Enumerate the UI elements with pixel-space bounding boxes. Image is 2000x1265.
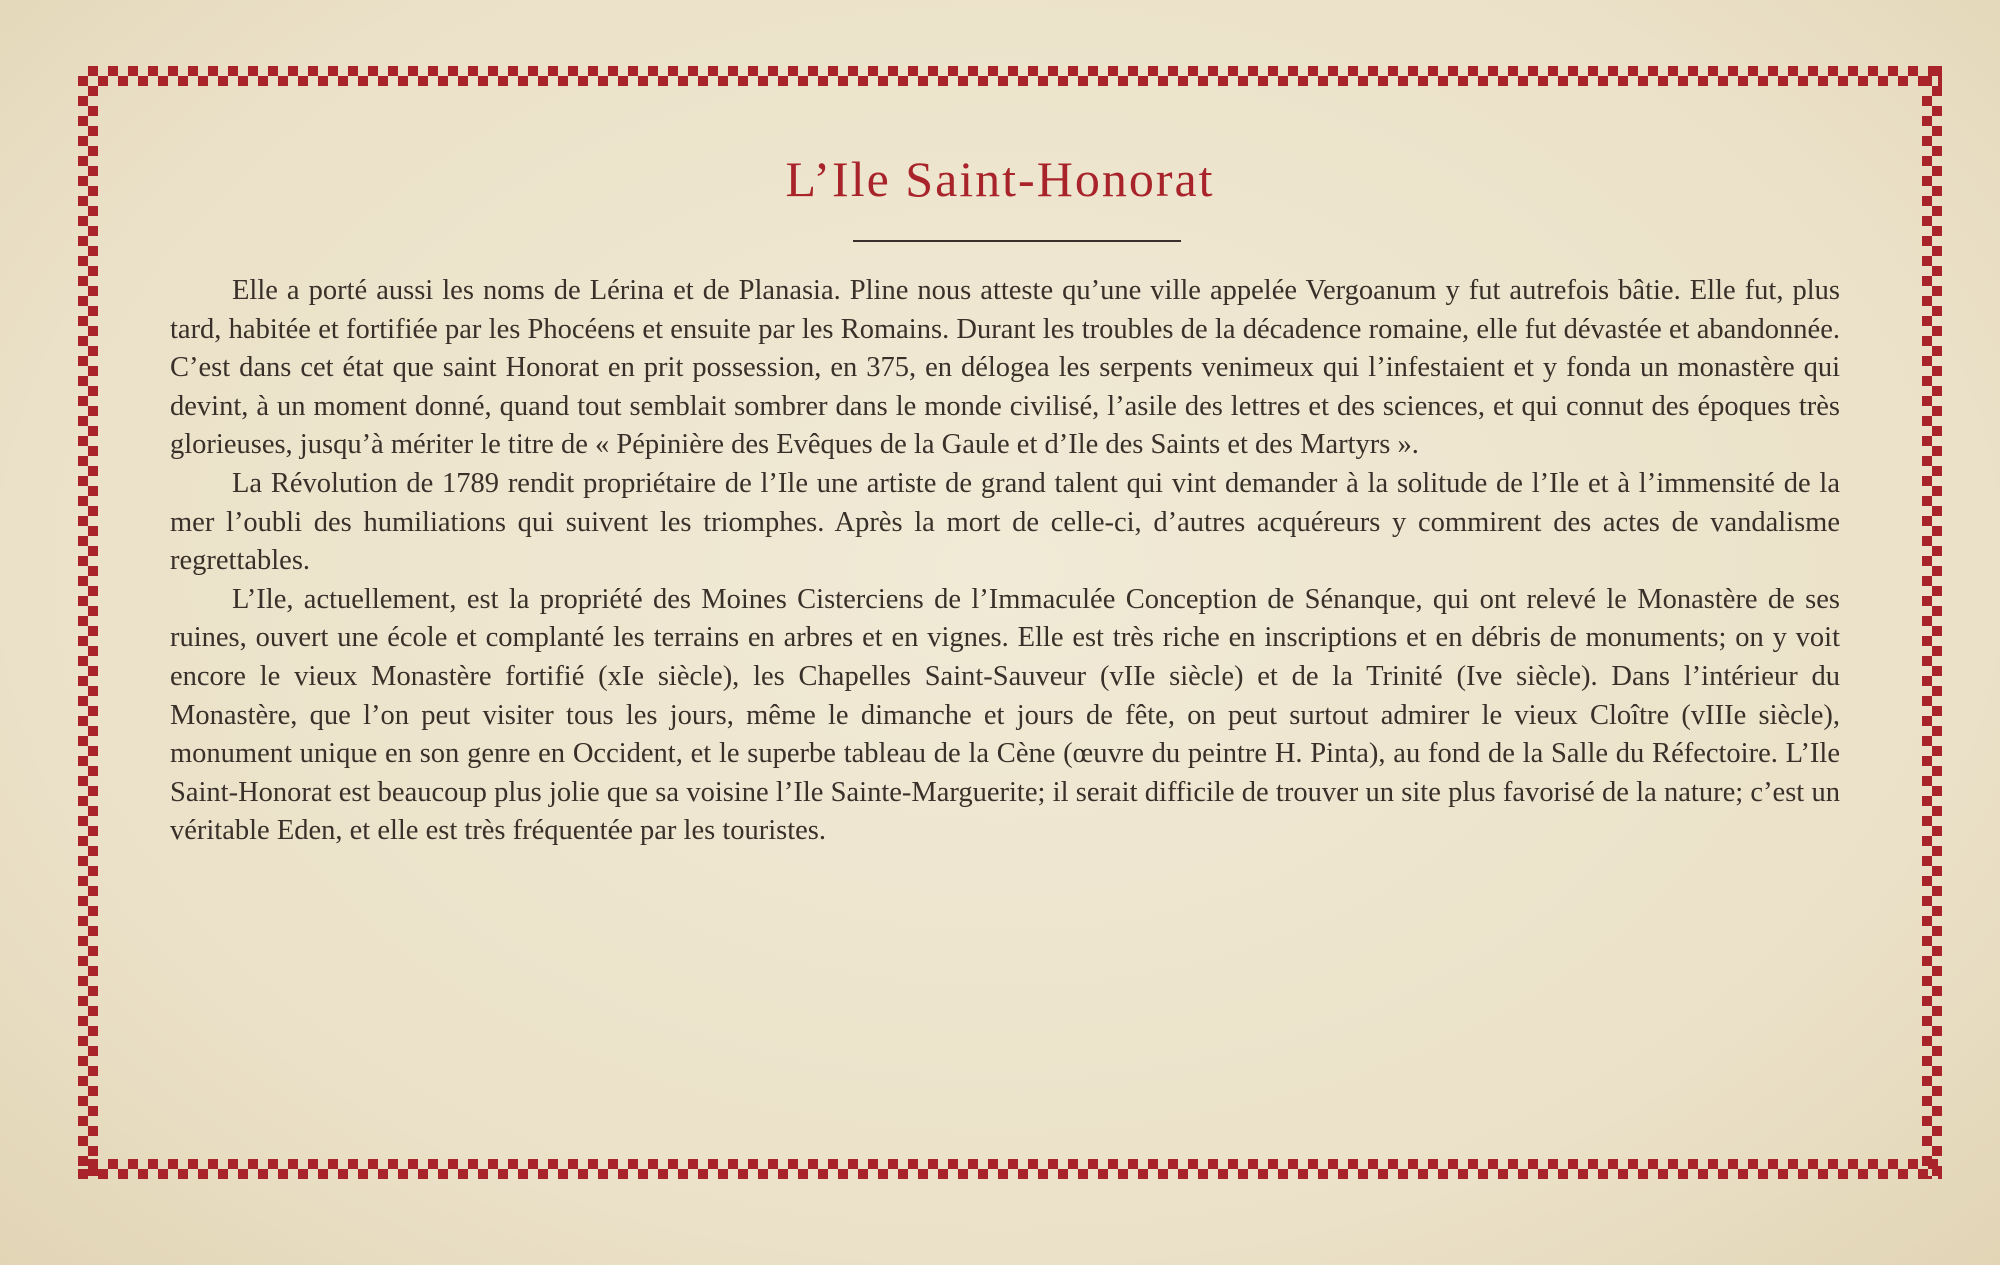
- page-title: L’Ile Saint-Honorat: [785, 151, 1215, 207]
- border-right: [1922, 66, 1942, 1179]
- paragraph-3: L’Ile, actuellement, est la propriété des Moines Cisterciens de l’Immaculée Conception de Sénanque, qui ont relevé le Monastère de ses ruines, ouvert une école et complanté les terrains en arbres et en vignes. Elle est très riche en inscriptions et en débris de monuments; on y voit encore le vieux Monastère fortifié (xIe siècle), les Chapelles Saint-Sauveur (vIIe siècle) et de la Trinité (Ive siècle). Dans l’intérieur du Monastère, que l’on peut visiter tous les jours, même le dimanche et jours de fête, on peut surtout admirer le vieux Cloître (vIIIe siècle), monument unique en son genre en Occident, et le superbe tableau de la Cène (œuvre du peintre H. Pinta), au fond de la Salle du Réfectoire. L’Ile Saint-Honorat est beaucoup plus jolie que sa voisine l’Ile Sainte-Marguerite; il serait difficile de trouver un site plus favorisé de la nature; c’est un véritable Eden, et elle est très fréquentée par les touristes.: [170, 583, 1840, 847]
- border-left: [78, 66, 98, 1179]
- title-divider: [853, 240, 1181, 242]
- body-text: [170, 272, 1840, 851]
- border-top: [78, 66, 1942, 86]
- border-bottom: [78, 1159, 1942, 1179]
- paragraph-2: La Révolution de 1789 rendit propriétaire de l’Ile une artiste de grand talent qui vint demander à la solitude de l’Ile et à l’immensité de la mer l’oubli des humiliations qui suivent les triomphes. Après la mort de celle-ci, d’autres acquéreurs y commirent des actes de vandalisme regrettables.: [170, 467, 1840, 577]
- paragraph-1: Elle a porté aussi les noms de Lérina et de Planasia. Pline nous atteste qu’une ville appelée Vergoanum y fut autrefois bâtie. Elle fut, plus tard, habitée et fortifiée par les Phocéens et ensuite par les Romains. Durant les troubles de la décadence romaine, elle fut dévastée et abandonnée. C’est dans cet état que saint Honorat en prit possession, en 375, en délogea les serpents venimeux qui l’infestaient et y fonda un monastère qui devint, à un moment donné, quand tout semblait sombrer dans le monde civilisé, l’asile des lettres et des sciences, et qui connut des époques très glorieuses, jusqu’à mériter le titre de « Pépinière des Evêques de la Gaule et d’Ile des Saints et des Martyrs ».: [170, 275, 1840, 461]
